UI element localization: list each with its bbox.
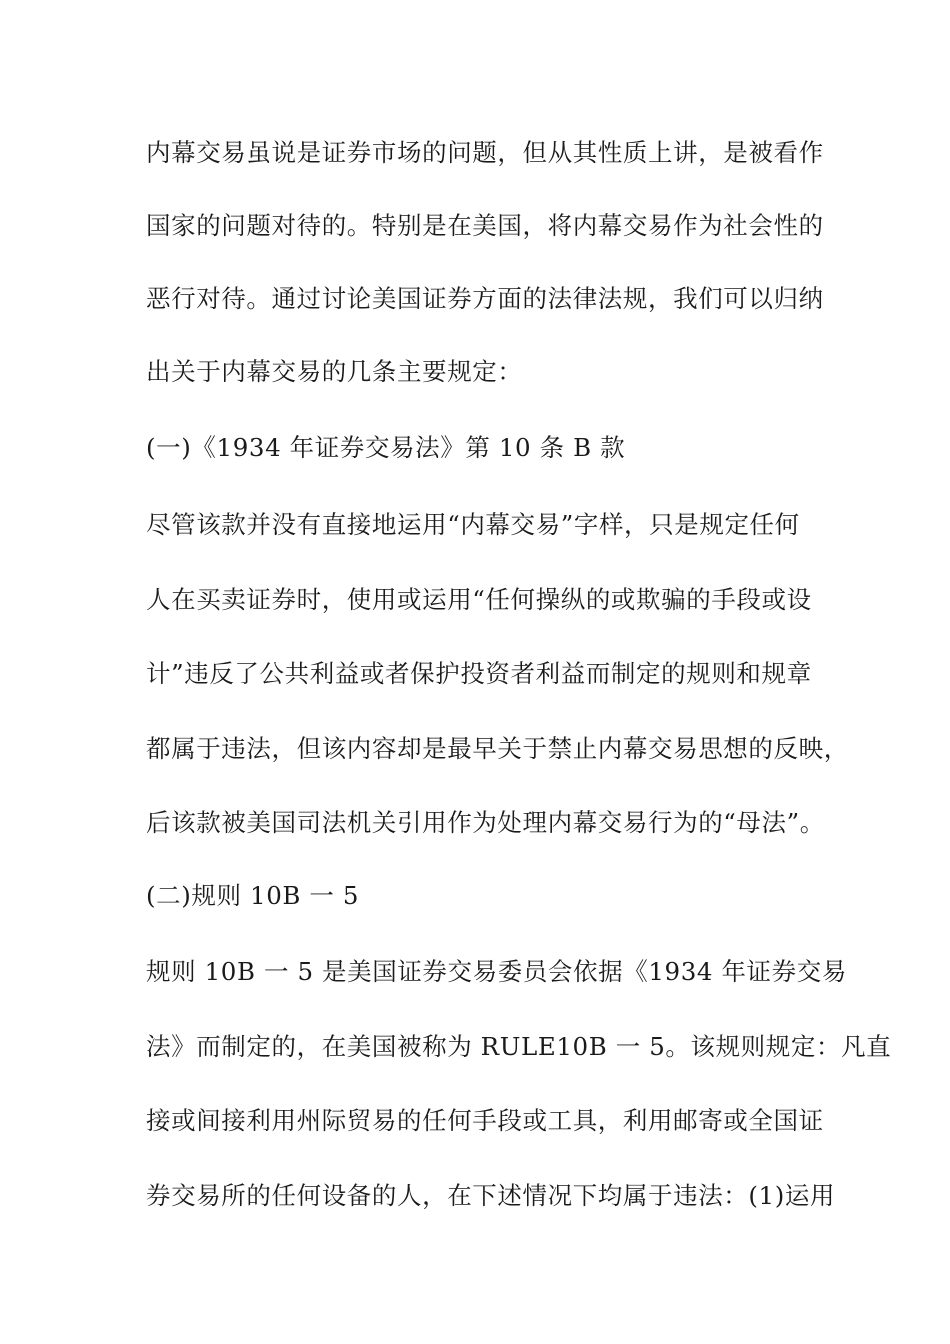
text-line-13: 法》而制定的，在美国被称为 RULE10B 一 5。该规则规定：凡直	[146, 1032, 892, 1061]
text-line-14: 接或间接利用州际贸易的任何手段或工具，利用邮寄或全国证	[146, 1106, 824, 1135]
text-line-12: 规则 10B 一 5 是美国证券交易委员会依据《1934 年证券交易	[146, 957, 847, 986]
text-line-3: 恶行对待。通过讨论美国证券方面的法律法规，我们可以归纳	[146, 284, 824, 313]
text-line-8: 计”违反了公共利益或者保护投资者利益而制定的规则和规章	[146, 659, 812, 688]
text-line-7: 人在买卖证券时，使用或运用“任何操纵的或欺骗的手段或设	[146, 585, 812, 614]
text-line-6: 尽管该款并没有直接地运用“内幕交易”字样，只是规定任何	[146, 510, 800, 539]
section-heading-2: (二)规则 10B 一 5	[146, 881, 360, 910]
text-line-15: 券交易所的任何设备的人，在下述情况下均属于违法：(1)运用	[146, 1181, 836, 1210]
section-heading-1: (一)《1934 年证券交易法》第 10 条 B 款	[146, 433, 626, 462]
text-line-4: 出关于内幕交易的几条主要规定：	[146, 357, 523, 386]
text-line-10: 后该款被美国司法机关引用作为处理内幕交易行为的“母法”。	[146, 808, 825, 837]
text-line-9: 都属于违法，但该内容却是最早关于禁止内幕交易思想的反映，	[146, 734, 849, 763]
text-line-1: 内幕交易虽说是证券市场的问题，但从其性质上讲，是被看作	[146, 138, 824, 167]
text-line-2: 国家的问题对待的。特别是在美国，将内幕交易作为社会性的	[146, 211, 824, 240]
